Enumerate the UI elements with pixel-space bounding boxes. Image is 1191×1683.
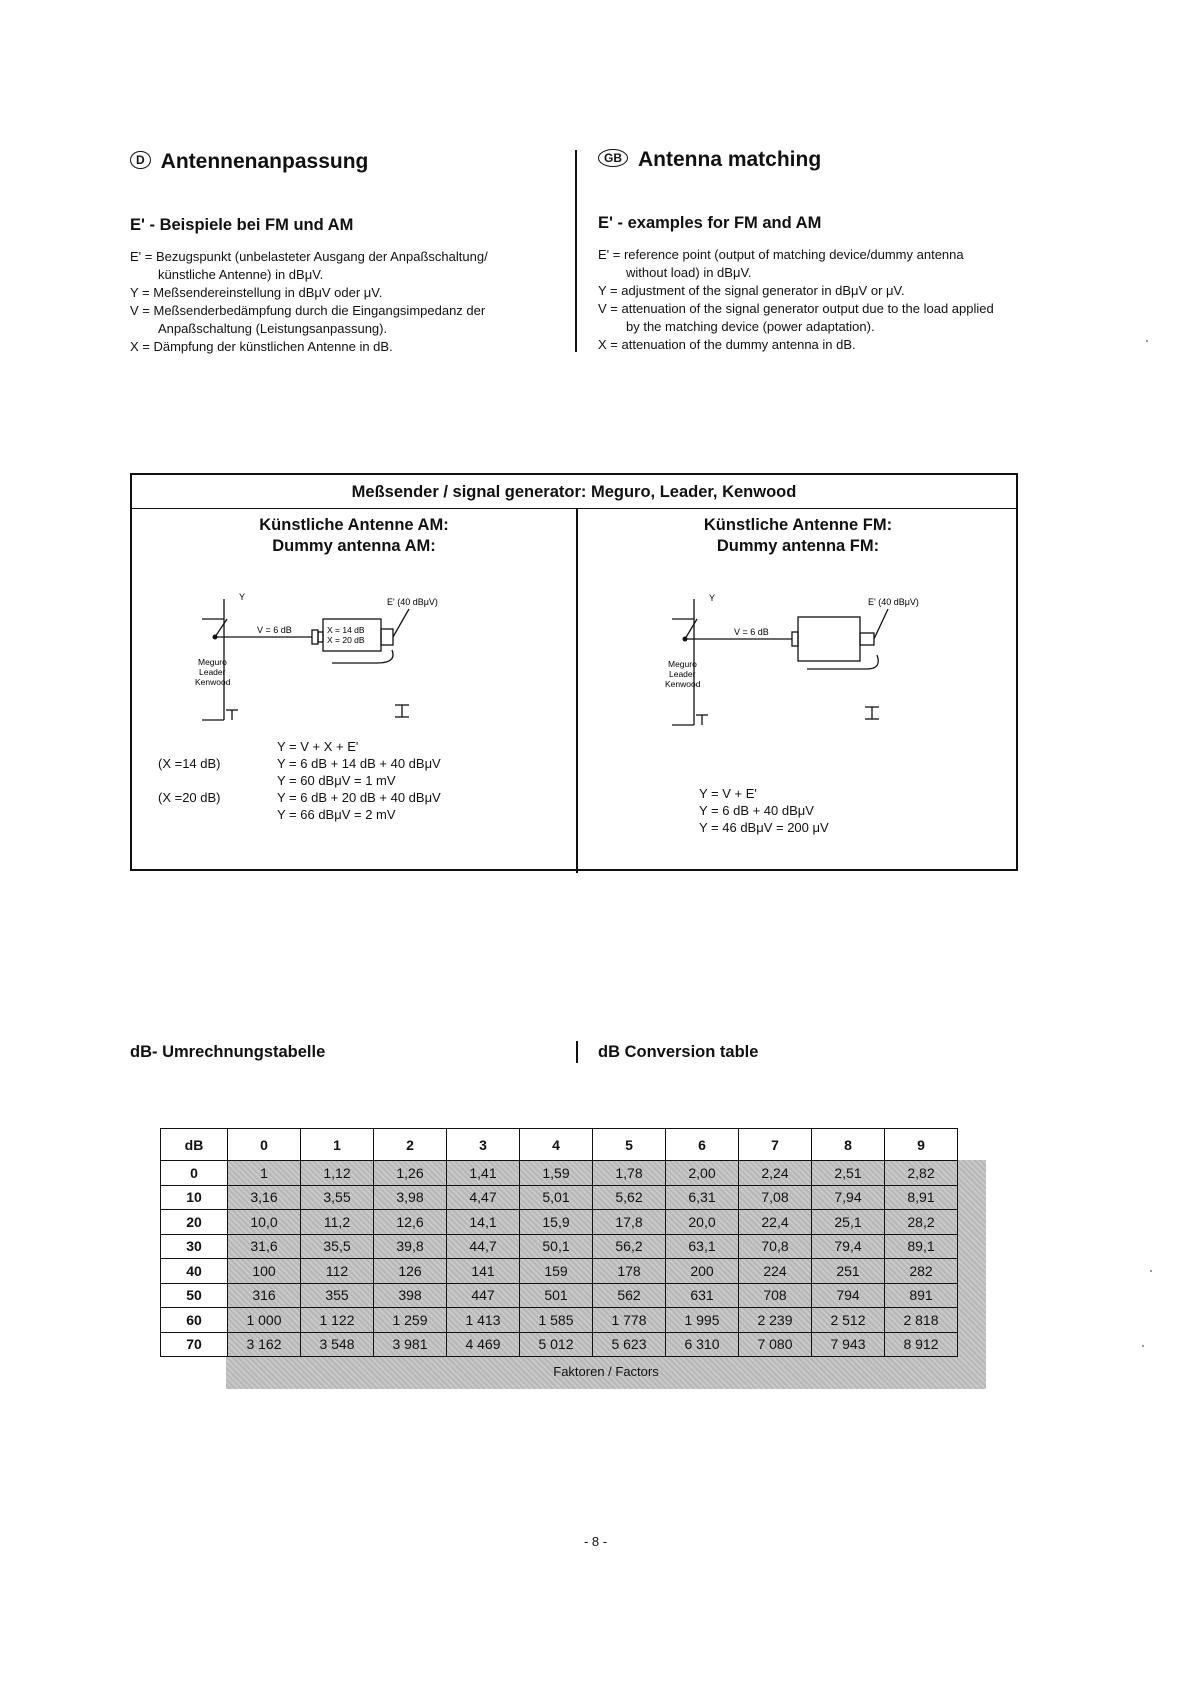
conversion-title-divider xyxy=(576,1041,578,1063)
table-cell: 44,7 xyxy=(447,1234,520,1259)
table-cell: 7 080 xyxy=(739,1332,812,1357)
english-subtitle: E' - examples for FM and AM xyxy=(598,214,822,232)
german-section-title xyxy=(130,150,368,174)
am-generator-terminal xyxy=(213,635,218,640)
fm-gen-name-1: Meguro xyxy=(668,659,697,669)
table-cell: 50,1 xyxy=(520,1234,593,1259)
table-cell: 20,0 xyxy=(666,1210,739,1235)
english-definition-3: X = attenuation of the dummy antenna in dB. xyxy=(598,337,856,352)
table-cell: 15,9 xyxy=(520,1210,593,1235)
conversion-table xyxy=(160,1128,958,1357)
row-header: 0 xyxy=(161,1161,228,1186)
table-cell: 63,1 xyxy=(666,1234,739,1259)
fm-formulas xyxy=(699,785,829,836)
row-header: 40 xyxy=(161,1259,228,1284)
conversion-title-en: dB Conversion table xyxy=(598,1043,759,1061)
am-circuit-diagram xyxy=(195,592,522,755)
am-gen-name-1: Meguro xyxy=(198,657,227,667)
german-definition-0: E' = Bezugspunkt (unbelasteter Ausgang der Anpaßschaltung/ xyxy=(130,249,488,264)
german-definition-1: Y = Meßsendereinstellung in dBμV oder μV. xyxy=(130,285,383,300)
column-header-0: 0 xyxy=(228,1129,301,1161)
german-subtitle: E' - Beispiele bei FM und AM xyxy=(130,216,354,234)
fm-formula-3: Y = 46 dBμV = 200 μV xyxy=(699,820,829,835)
table-row xyxy=(161,1185,958,1210)
table-cell: 22,4 xyxy=(739,1210,812,1235)
table-cell: 3 981 xyxy=(374,1332,447,1357)
column-header-7: 7 xyxy=(739,1129,812,1161)
german-definition-2-cont: Anpaßschaltung (Leistungsanpassung). xyxy=(158,321,388,336)
table-cell: 178 xyxy=(593,1259,666,1284)
am-formula-4: Y = 6 dB + 20 dB + 40 dBμV xyxy=(277,790,441,805)
fm-heading-en: Dummy antenna FM: xyxy=(716,537,880,555)
am-label-x1: X = 14 dB xyxy=(327,625,365,635)
table-cell: 316 xyxy=(228,1283,301,1308)
am-formula-5: Y = 66 dBμV = 2 mV xyxy=(277,807,396,822)
table-cell: 100 xyxy=(228,1259,301,1284)
am-gen-name-3: Kenwood xyxy=(195,677,231,687)
row-header: 30 xyxy=(161,1234,228,1259)
table-cell: 631 xyxy=(666,1283,739,1308)
german-definition-3: X = Dämpfung der künstlichen Antenne in dB. xyxy=(130,339,393,354)
am-conditions xyxy=(158,738,221,806)
english-flag-badge: GB xyxy=(598,149,628,167)
table-cell: 141 xyxy=(447,1259,520,1284)
table-cell: 79,4 xyxy=(812,1234,885,1259)
table-cell: 1 259 xyxy=(374,1308,447,1333)
am-label-y: Y xyxy=(239,592,246,602)
signal-generator-box xyxy=(130,473,1018,871)
table-cell: 7,94 xyxy=(812,1185,885,1210)
table-row xyxy=(161,1283,958,1308)
table-cell: 10,0 xyxy=(228,1210,301,1235)
table-cell: 56,2 xyxy=(593,1234,666,1259)
table-cell: 1,26 xyxy=(374,1161,447,1186)
table-cell: 398 xyxy=(374,1283,447,1308)
fm-gen-name-2: Leader xyxy=(669,669,696,679)
table-cell: 2 818 xyxy=(885,1308,958,1333)
column-header-2: 2 xyxy=(374,1129,447,1161)
german-definition-2: V = Meßsenderbedämpfung durch die Eingangsimpedanz der xyxy=(130,303,486,318)
table-cell: 2,51 xyxy=(812,1161,885,1186)
fm-formula-2: Y = 6 dB + 40 dBμV xyxy=(699,803,814,818)
english-definition-0: E' = reference point (output of matching device/dummy antenna xyxy=(598,247,964,262)
table-cell: 126 xyxy=(374,1259,447,1284)
table-cell: 12,6 xyxy=(374,1210,447,1235)
table-cell: 4 469 xyxy=(447,1332,520,1357)
table-cell: 5,01 xyxy=(520,1185,593,1210)
english-definition-2-cont: by the matching device (power adaptation). xyxy=(626,319,875,334)
table-cell: 3,98 xyxy=(374,1185,447,1210)
table-cell: 6,31 xyxy=(666,1185,739,1210)
table-cell: 6 310 xyxy=(666,1332,739,1357)
english-title-text: Antenna matching xyxy=(638,148,822,171)
table-cell: 70,8 xyxy=(739,1234,812,1259)
table-cell: 7,08 xyxy=(739,1185,812,1210)
am-label-x2: X = 20 dB xyxy=(327,635,365,645)
scan-speck xyxy=(1146,340,1148,342)
english-section-title xyxy=(598,148,821,172)
table-cell: 2,24 xyxy=(739,1161,812,1186)
fm-label-v: V = 6 dB xyxy=(734,627,769,637)
table-cell: 8 912 xyxy=(885,1332,958,1357)
fm-heading-de: Künstliche Antenne FM: xyxy=(703,516,893,534)
column-header-8: 8 xyxy=(812,1129,885,1161)
table-cell: 251 xyxy=(812,1259,885,1284)
row-header: 20 xyxy=(161,1210,228,1235)
table-row xyxy=(161,1308,958,1333)
table-cell: 8,91 xyxy=(885,1185,958,1210)
signal-generator-title: Meßsender / signal generator: Meguro, Leader, Kenwood xyxy=(132,475,1016,509)
table-cell: 224 xyxy=(739,1259,812,1284)
table-cell: 1 585 xyxy=(520,1308,593,1333)
table-cell: 89,1 xyxy=(885,1234,958,1259)
table-cell: 1,78 xyxy=(593,1161,666,1186)
english-definition-0-cont: without load) in dBμV. xyxy=(626,265,752,280)
table-cell: 2 512 xyxy=(812,1308,885,1333)
column-header-5: 5 xyxy=(593,1129,666,1161)
table-cell: 39,8 xyxy=(374,1234,447,1259)
am-gen-name-2: Leader xyxy=(199,667,226,677)
table-cell: 14,1 xyxy=(447,1210,520,1235)
german-title-text: Antennenanpassung xyxy=(160,150,369,173)
table-cell: 3,55 xyxy=(301,1185,374,1210)
am-heading-en: Dummy antenna AM: xyxy=(272,537,436,555)
table-cell: 5 012 xyxy=(520,1332,593,1357)
am-formula-1: Y = V + X + E' xyxy=(277,739,359,754)
table-cell: 1 000 xyxy=(228,1308,301,1333)
table-row xyxy=(161,1259,958,1284)
table-cell: 3 162 xyxy=(228,1332,301,1357)
table-cell: 28,2 xyxy=(885,1210,958,1235)
german-definition-0-cont: künstliche Antenne) in dBμV. xyxy=(158,267,324,282)
table-cell: 11,2 xyxy=(301,1210,374,1235)
table-cell: 1,59 xyxy=(520,1161,593,1186)
table-row xyxy=(161,1161,958,1186)
row-header: 70 xyxy=(161,1332,228,1357)
table-row xyxy=(161,1234,958,1259)
column-header-6: 6 xyxy=(666,1129,739,1161)
table-cell: 891 xyxy=(885,1283,958,1308)
conversion-title-de: dB- Umrechnungstabelle xyxy=(130,1043,326,1061)
english-definition-1: Y = adjustment of the signal generator in dBμV or μV. xyxy=(598,283,905,298)
table-cell: 1 413 xyxy=(447,1308,520,1333)
am-label-e: E' (40 dBμV) xyxy=(387,597,438,607)
column-header-3: 3 xyxy=(447,1129,520,1161)
column-header-db: dB xyxy=(161,1129,228,1161)
am-formulas xyxy=(277,738,441,823)
table-cell: 2,82 xyxy=(885,1161,958,1186)
am-condition-1: (X =14 dB) xyxy=(158,756,221,771)
table-cell: 1,41 xyxy=(447,1161,520,1186)
fm-generator-terminal xyxy=(683,637,688,642)
table-cell: 31,6 xyxy=(228,1234,301,1259)
scan-speck xyxy=(1150,1270,1152,1272)
german-flag-badge: D xyxy=(130,151,151,169)
table-cell: 1 xyxy=(228,1161,301,1186)
table-cell: 1 778 xyxy=(593,1308,666,1333)
row-header: 50 xyxy=(161,1283,228,1308)
table-cell: 7 943 xyxy=(812,1332,885,1357)
table-cell: 355 xyxy=(301,1283,374,1308)
table-cell: 708 xyxy=(739,1283,812,1308)
table-cell: 501 xyxy=(520,1283,593,1308)
table-cell: 25,1 xyxy=(812,1210,885,1235)
table-row xyxy=(161,1210,958,1235)
fm-gen-name-3: Kenwood xyxy=(665,679,701,689)
column-header-4: 4 xyxy=(520,1129,593,1161)
fm-circuit-diagram xyxy=(665,593,992,755)
table-cell: 5,62 xyxy=(593,1185,666,1210)
column-header-1: 1 xyxy=(301,1129,374,1161)
table-cell: 4,47 xyxy=(447,1185,520,1210)
table-cell: 282 xyxy=(885,1259,958,1284)
table-cell: 562 xyxy=(593,1283,666,1308)
table-cell: 35,5 xyxy=(301,1234,374,1259)
english-definition-2: V = attenuation of the signal generator output due to the load applied xyxy=(598,301,994,316)
fm-heading xyxy=(576,515,1020,557)
table-cell: 17,8 xyxy=(593,1210,666,1235)
conversion-footer: Faktoren / Factors xyxy=(553,1364,659,1379)
scan-speck xyxy=(1142,1345,1144,1347)
table-cell: 447 xyxy=(447,1283,520,1308)
english-definitions xyxy=(598,246,1018,354)
fm-formula-1: Y = V + E' xyxy=(699,786,757,801)
table-cell: 3 548 xyxy=(301,1332,374,1357)
table-row xyxy=(161,1332,958,1357)
column-divider xyxy=(575,150,577,352)
am-heading xyxy=(132,515,576,557)
row-header: 60 xyxy=(161,1308,228,1333)
am-heading-de: Künstliche Antenne AM: xyxy=(259,516,449,534)
fm-label-y: Y xyxy=(709,593,716,603)
table-cell: 3,16 xyxy=(228,1185,301,1210)
column-header-9: 9 xyxy=(885,1129,958,1161)
table-cell: 2,00 xyxy=(666,1161,739,1186)
table-cell: 1 995 xyxy=(666,1308,739,1333)
table-cell: 2 239 xyxy=(739,1308,812,1333)
signal-box-divider xyxy=(576,509,578,873)
am-label-v: V = 6 dB xyxy=(257,625,292,635)
table-cell: 794 xyxy=(812,1283,885,1308)
table-cell: 5 623 xyxy=(593,1332,666,1357)
conversion-table-header xyxy=(161,1129,958,1161)
page-number: - 8 - xyxy=(583,1534,608,1549)
table-cell: 1,12 xyxy=(301,1161,374,1186)
fm-label-e: E' (40 dBμV) xyxy=(868,597,919,607)
am-condition-2: (X =20 dB) xyxy=(158,790,221,805)
row-header: 10 xyxy=(161,1185,228,1210)
table-cell: 112 xyxy=(301,1259,374,1284)
table-cell: 200 xyxy=(666,1259,739,1284)
table-cell: 159 xyxy=(520,1259,593,1284)
am-formula-3: Y = 60 dBμV = 1 mV xyxy=(277,773,396,788)
table-cell: 1 122 xyxy=(301,1308,374,1333)
german-definitions xyxy=(130,248,550,356)
am-formula-2: Y = 6 dB + 14 dB + 40 dBμV xyxy=(277,756,441,771)
